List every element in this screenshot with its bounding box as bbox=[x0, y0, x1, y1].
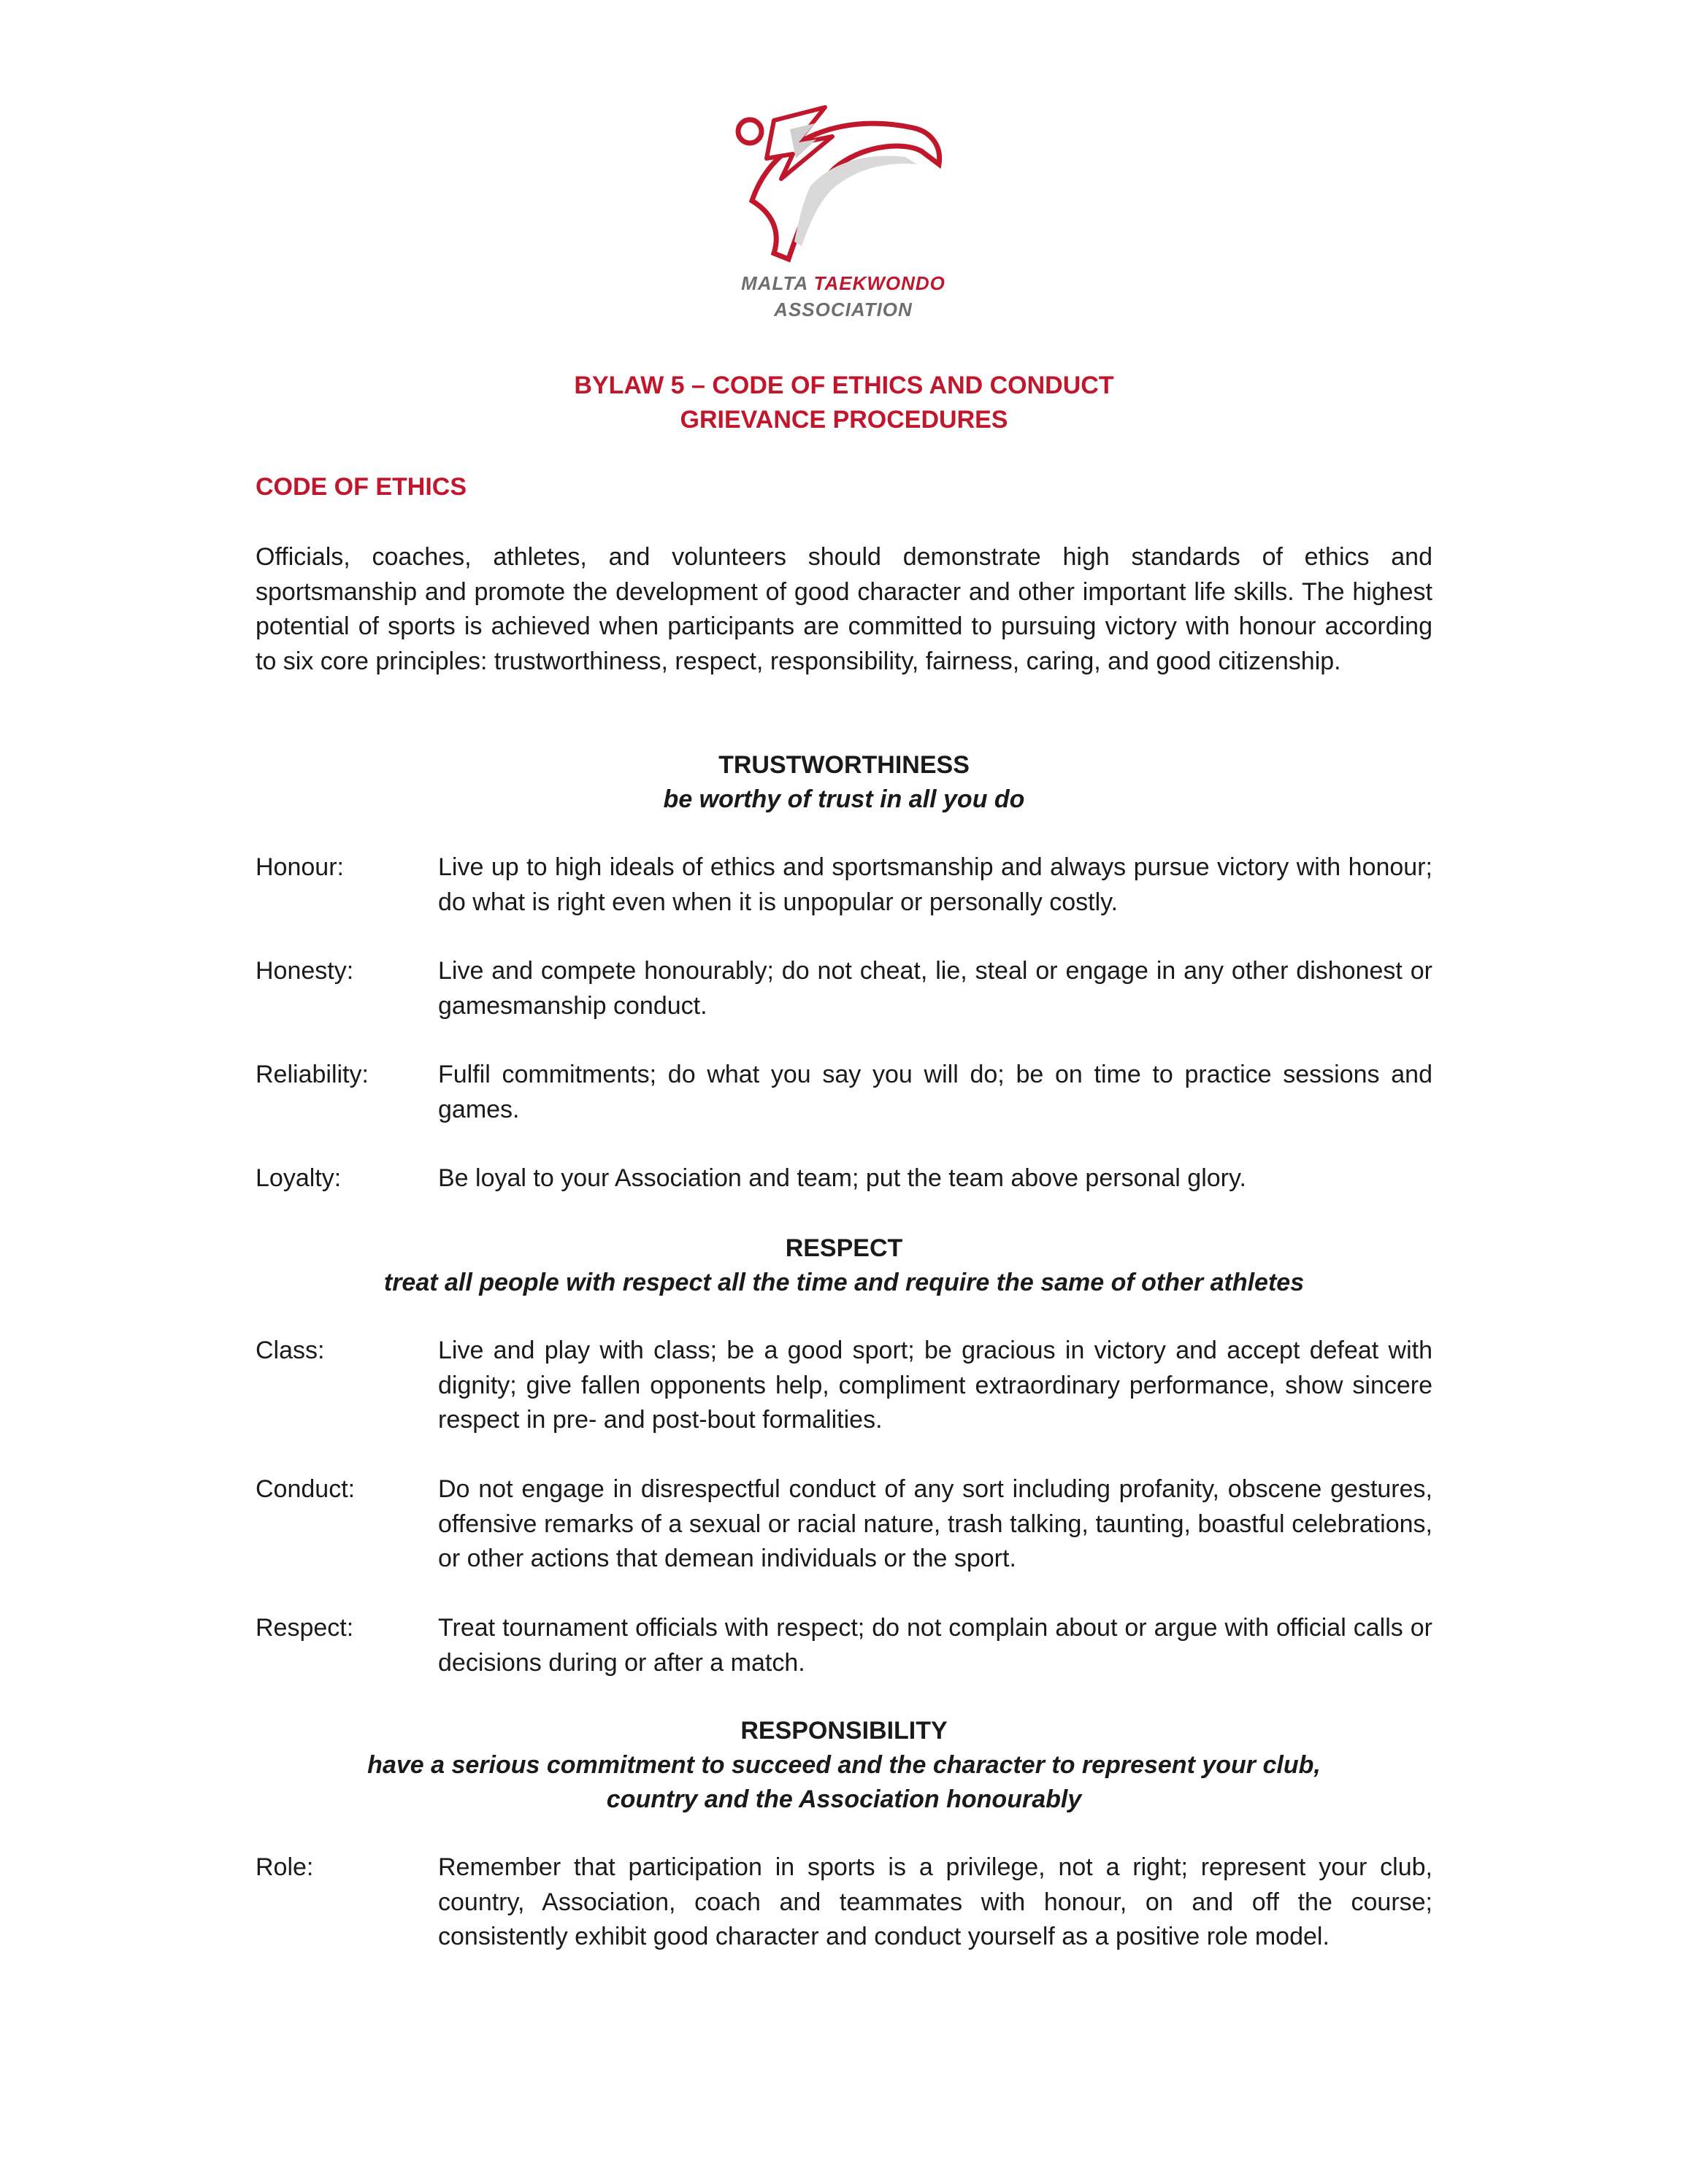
taekwondo-kicker-emblem bbox=[723, 91, 964, 266]
term-class: Class: bbox=[256, 1337, 325, 1364]
bylaw-subtitle: GRIEVANCE PROCEDURES bbox=[680, 406, 1008, 434]
definition-class: Live and play with class; be a good sport; be gracious in victory and accept defeat with dignity; give fallen opponents help, compliment extraordinary performance, show sincere respect in pre- and post-bout formalities. bbox=[438, 1337, 1432, 1434]
definition-respect: Treat tournament officials with respect; do not complain about or argue with official calls or decisions during or after a match. bbox=[438, 1614, 1432, 1677]
definition-loyalty: Be loyal to your Association and team; put the team above personal glory. bbox=[438, 1164, 1246, 1192]
section-subtitle-responsibility-line1: have a serious commitment to succeed and the character to represent your club, bbox=[367, 1751, 1321, 1779]
logo-text-line2: ASSOCIATION bbox=[774, 299, 913, 320]
term-conduct: Conduct: bbox=[256, 1475, 356, 1503]
term-reliability: Reliability: bbox=[256, 1061, 369, 1088]
section-title-respect: RESPECT bbox=[785, 1234, 903, 1262]
logo-text-line1: MALTA TAEKWONDO bbox=[741, 272, 945, 294]
term-respect: Respect: bbox=[256, 1614, 354, 1642]
section-title-trustworthiness: TRUSTWORTHINESS bbox=[718, 751, 970, 779]
section-subtitle-responsibility-line2: country and the Association honourably bbox=[606, 1785, 1082, 1813]
term-loyalty: Loyalty: bbox=[256, 1164, 342, 1192]
definition-conduct: Do not engage in disrespectful conduct of any sort including profanity, obscene gestures, offensive remarks of a sexual or racial nature, trash talking, taunting, boastful celebrations, or other actions that demean individuals or the sport. bbox=[438, 1475, 1432, 1572]
code-of-ethics-heading: CODE OF ETHICS bbox=[256, 473, 467, 501]
definition-role: Remember that participation in sports is a privilege, not a right; represent your club, country, Association, coach and teammates with honour, on and off the course; consistently exhibit good character and conduct yourself as a positive role model. bbox=[438, 1853, 1432, 1950]
bylaw-title: BYLAW 5 – CODE OF ETHICS AND CONDUCT bbox=[574, 372, 1114, 399]
section-subtitle-trustworthiness: be worthy of trust in all you do bbox=[663, 785, 1025, 813]
section-title-responsibility: RESPONSIBILITY bbox=[740, 1717, 948, 1745]
section-subtitle-respect: treat all people with respect all the time and require the same of other athletes bbox=[383, 1269, 1305, 1296]
definition-honesty: Live and compete honourably; do not cheat, lie, steal or engage in any other dishonest or gamesmanship conduct. bbox=[438, 957, 1432, 1020]
term-role: Role: bbox=[256, 1853, 314, 1881]
term-honesty: Honesty: bbox=[256, 957, 354, 985]
intro-paragraph: Officials, coaches, athletes, and volunteers should demonstrate high standards of ethics and sportsmanship and promote the development of good character and other important life skills. The highest potential of sports is achieved when participants are committed to pursuing victory with honour according to six core principles: trustworthiness, respect, responsibility, fairness, caring, and good citizenship. bbox=[256, 543, 1432, 675]
term-honour: Honour: bbox=[256, 853, 344, 881]
association-logo bbox=[723, 91, 964, 332]
definition-reliability: Fulfil commitments; do what you say you will do; be on time to practice sessions and games. bbox=[438, 1061, 1432, 1123]
definition-honour: Live up to high ideals of ethics and sportsmanship and always pursue victory with honour; do what is right even when it is unpopular or personally costly. bbox=[438, 853, 1432, 916]
